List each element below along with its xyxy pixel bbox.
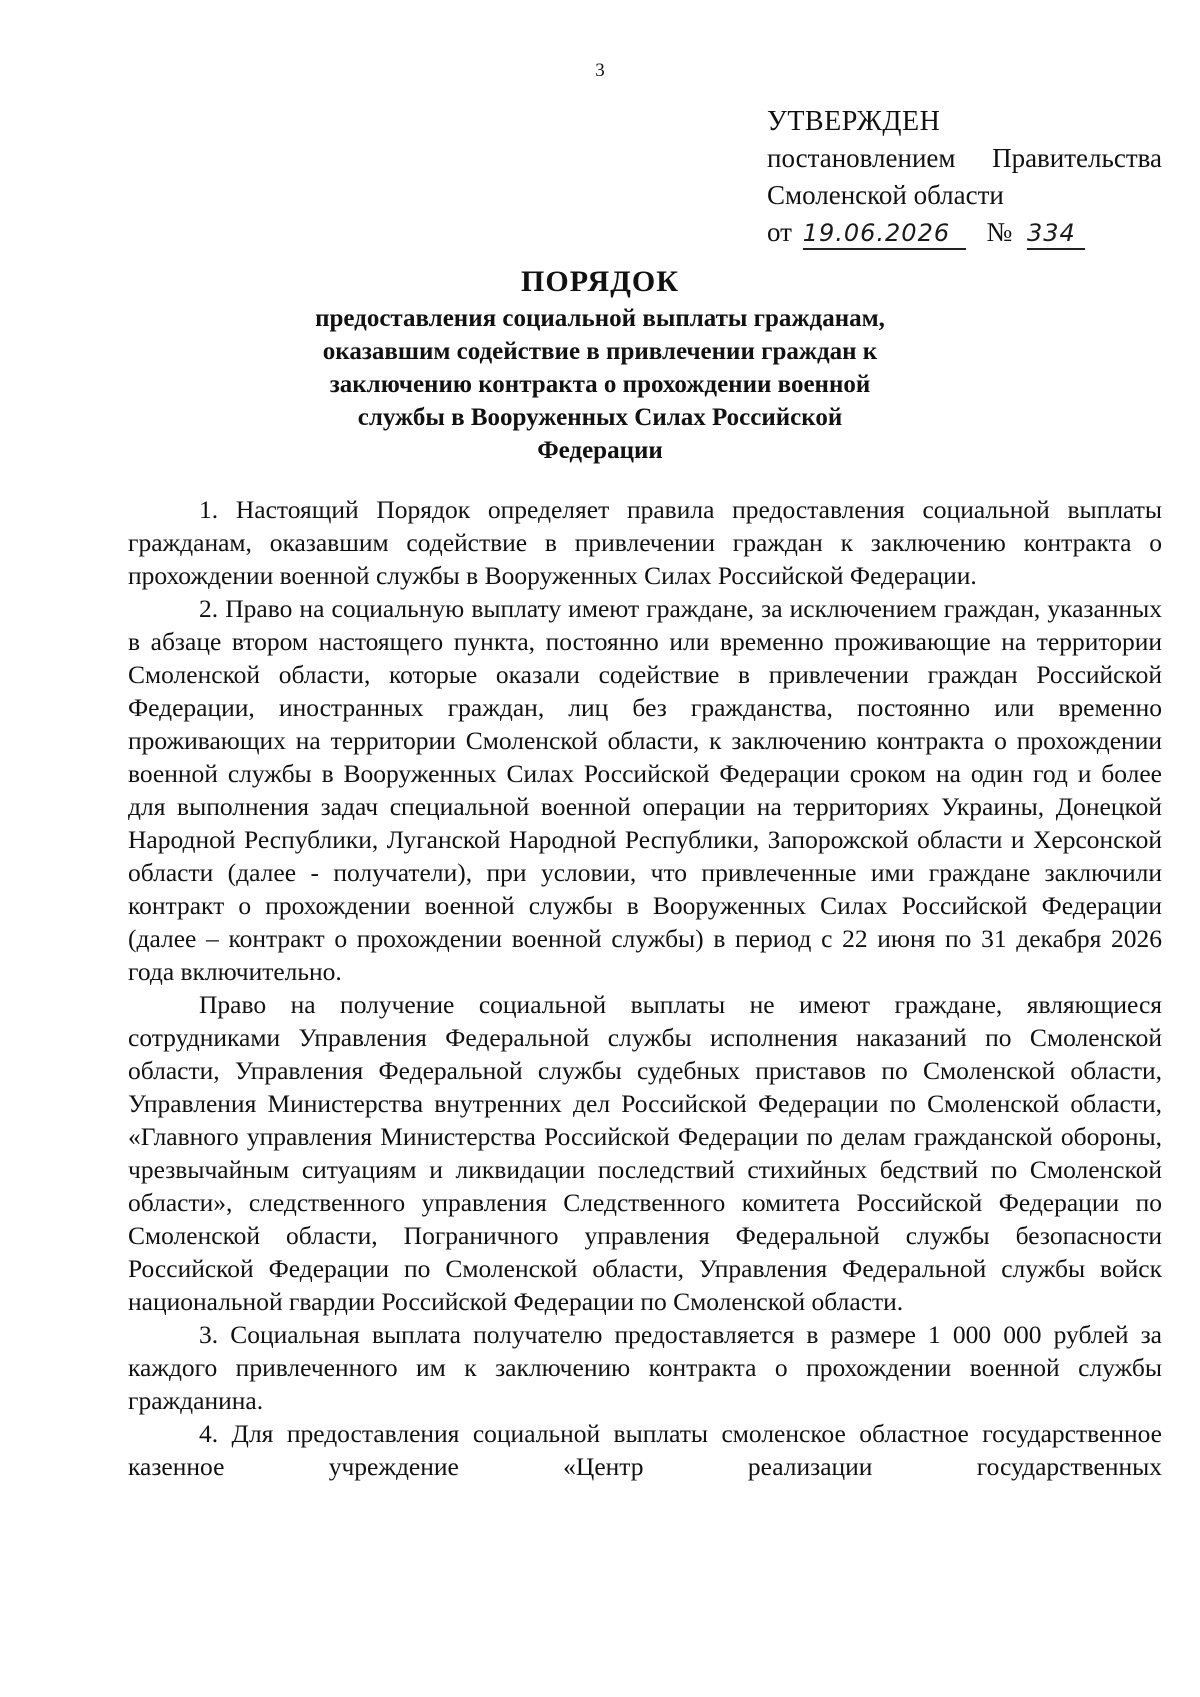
document-subtitle-line-5: Федерации (537, 437, 663, 464)
paragraph-2: 2. Право на социальную выплату имеют граждане, за исключением граждан, указанных в абзаце втором настоящего пункта, постоянно или временно проживающие на территории Смоленской области, которые оказали содействие в привлечении граждан Российской Федерации, иностранных граждан, лиц без гражданства, постоянно или временно проживающих на территории Смоленской области, к заключению контракта о прохождении военной службы в Вооруженных Силах Российской Федерации сроком на один год и более для выполнения задач специальной военной операции на территориях Украины, Донецкой Народной Республики, Луганской Народной Республики, Запорожской области и Херсонской области (далее - получатели), при условии, что привлеченные ими граждане заключили контракт о прохождении военной службы в Вооруженных Силах Российской Федерации (далее – контракт о прохождении военной службы) в период с 22 июня по 31 декабря 2026 года включительно. (128, 594, 1162, 986)
approved-by-line: постановлением Правительства (767, 143, 1162, 173)
paragraph-1: 1. Настоящий Порядок определяет правила предоставления социальной выплаты гражданам, оказавшим содействие в привлечении граждан к заключению контракта о прохождении военной службы в Вооруженных Силах Российской Федерации. (128, 495, 1162, 590)
document-subtitle-line-3: заключению контракта о прохождении военной (329, 371, 871, 398)
paragraph-2-exclusions: Право на получение социальной выплаты не имеют граждане, являющиеся сотрудниками Управления Федеральной службы исполнения наказаний по Смоленской области, Управления Федеральной службы судебных приставов по Смоленской области, Управления Министерства внутренних дел Российской Федерации по Смоленской области, «Главного управления Министерства Российской Федерации по делам гражданской обороны, чрезвычайным ситуациям и ликвидации последствий стихийных бедствий по Смоленской области», следственного управления Следственного комитета Российской Федерации по Смоленской области, Пограничного управления Федеральной службы безопасности Российской Федерации по Смоленской области, Управления Федеральной службы войск национальной гвардии Российской Федерации по Смоленской области. (128, 990, 1162, 1316)
paragraph-4: 4. Для предоставления социальной выплаты смоленское областное государственное казенное учреждение «Центр реализации государственных (128, 1419, 1162, 1481)
approval-stamp (767, 103, 1162, 251)
number-label: № (986, 217, 1013, 247)
page-number: 3 (595, 60, 605, 81)
document-title-block (300, 262, 900, 467)
handwritten-date: 19.06.2026 (803, 218, 966, 250)
document-subtitle-line-2: оказавшим содействие в привлечении граждан к (322, 338, 878, 365)
approval-date-line (767, 214, 1162, 251)
document-title: ПОРЯДОК (521, 265, 679, 298)
paragraph-3: 3. Социальная выплата получателю предоставляется в размере 1 000 000 рублей за каждого привлеченного им к заключению контракта о прохождении военной службы гражданина. (128, 1320, 1162, 1415)
document-subtitle-line-4: службы в Вооруженных Силах Российской (357, 404, 843, 431)
approved-label: УТВЕРЖДЕН (767, 106, 941, 137)
approved-region-line: Смоленской области (767, 180, 1004, 210)
handwritten-number: 334 (1027, 218, 1085, 250)
from-label: от (767, 217, 792, 247)
document-body (128, 493, 1162, 1483)
document-subtitle-line-1: предоставления социальной выплаты гражданам, (315, 305, 885, 332)
